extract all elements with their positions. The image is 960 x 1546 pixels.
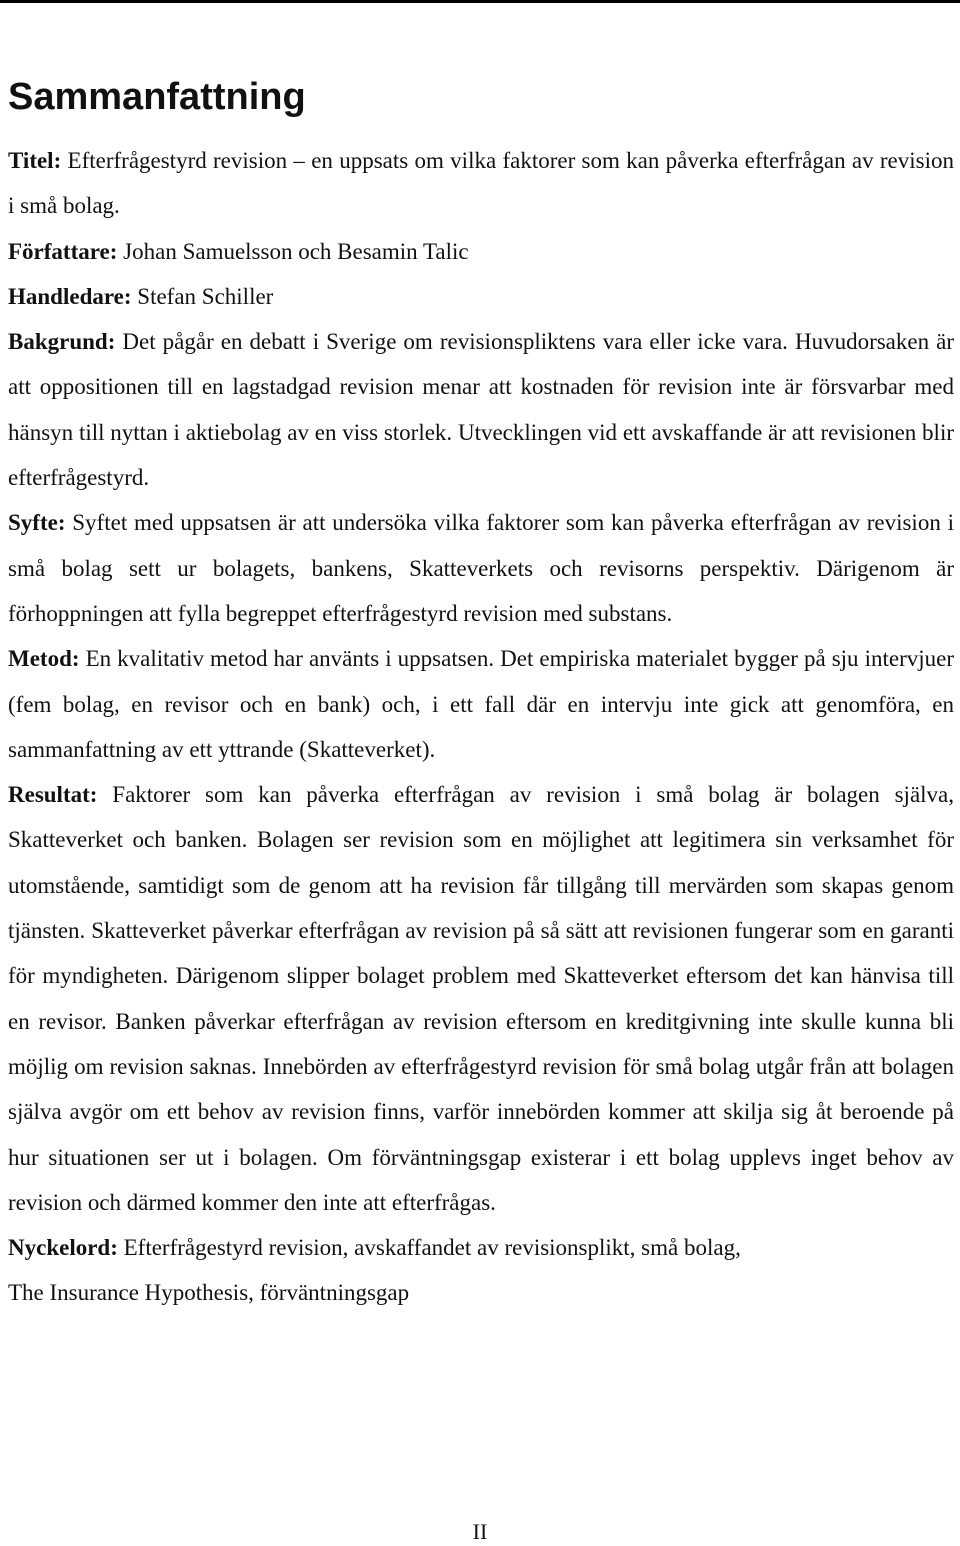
document-page: [8, 70, 954, 1316]
background-text: Det pågår en debatt i Sverige om revisionspliktens vara eller icke vara. Huvudorsaken är att oppositionen till en lagstadgad revision menar att kostnaden för revision inte är försvarbar med hänsyn till nyttan i aktiebolag av en viss storlek. Utvecklingen vid ett avskaffande är att revisionen blir efterfrågestyrd.: [8, 329, 954, 491]
purpose-text: Syftet med uppsatsen är att undersöka vilka faktorer som kan påverka efterfrågan av revision i små bolag sett ur bolagets, bankens, Skatteverkets och revisorns perspektiv. Därigenom är förhoppningen att fylla begreppet efterfrågestyrd revision med substans.: [8, 510, 954, 626]
results-label: Resultat:: [8, 782, 98, 808]
supervisor-paragraph: [8, 274, 954, 319]
results-text: Faktorer som kan påverka efterfrågan av revision i små bolag är bolagen själva, Skatteverket och banken. Bolagen ser revision som en möjlighet att legitimera sin verksamhet för utomstående, samtidigt som de genom att ha revision får tillgång till mervärden som skapas genom tjänsten. Skatteverket påverkar efterfrågan av revision på så sätt att revisionen fungerar som en garanti för myndigheten. Därigenom slipper bolaget problem med Skatteverket eftersom det kan hänvisa till en revisor. Banken påverkar efterfrågan av revision eftersom en kreditgivning inte skulle kunna bli möjlig om revision saknas. Innebörden av efterfrågestyrd revision för små bolag utgår från att bolagen själva avgör om ett behov av revision finns, varför innebörden kommer att skilja sig åt beroende på hur situationen ser ut i bolagen. Om förväntningsgap existerar i ett bolag upplevs inget behov av revision och därmed kommer den inte att efterfrågas.: [8, 782, 955, 1215]
authors-label: Författare:: [8, 238, 118, 264]
keywords-paragraph: [8, 1225, 954, 1316]
method-text: En kvalitativ metod har använts i uppsatsen. Det empiriska materialet bygger på sju intervjuer (fem bolag, en revisor och en bank) och, i ett fall där en intervju inte gick att genomföra, en sammanfattning av ett yttrande (Skatteverket).: [8, 646, 954, 762]
title-text: Efterfrågestyrd revision – en uppsats om vilka faktorer som kan påverka efterfrågan av revision i små bolag.: [8, 148, 954, 219]
purpose-paragraph: [8, 500, 954, 636]
title-label: Titel:: [8, 148, 62, 173]
authors-paragraph: [8, 229, 954, 274]
background-paragraph: [8, 319, 954, 500]
results-paragraph: [8, 772, 954, 1225]
keywords-label: Nyckelord:: [8, 1235, 118, 1261]
supervisor-label: Handledare:: [8, 283, 132, 309]
page-number: II: [472, 1519, 488, 1544]
authors-text: Johan Samuelsson och Besamin Talic: [123, 238, 469, 264]
purpose-label: Syfte:: [8, 510, 66, 536]
top-rule: [0, 0, 960, 3]
keywords-line-2: The Insurance Hypothesis, förväntningsgap: [8, 1280, 410, 1306]
method-paragraph: [8, 636, 954, 772]
keywords-line-1: Efterfrågestyrd revision, avskaffandet av revisionsplikt, små bolag,: [123, 1235, 741, 1261]
method-label: Metod:: [8, 646, 80, 672]
background-label: Bakgrund:: [8, 329, 116, 355]
page-title: Sammanfattning: [8, 76, 306, 118]
supervisor-text: Stefan Schiller: [137, 283, 274, 309]
title-paragraph: [8, 138, 954, 229]
